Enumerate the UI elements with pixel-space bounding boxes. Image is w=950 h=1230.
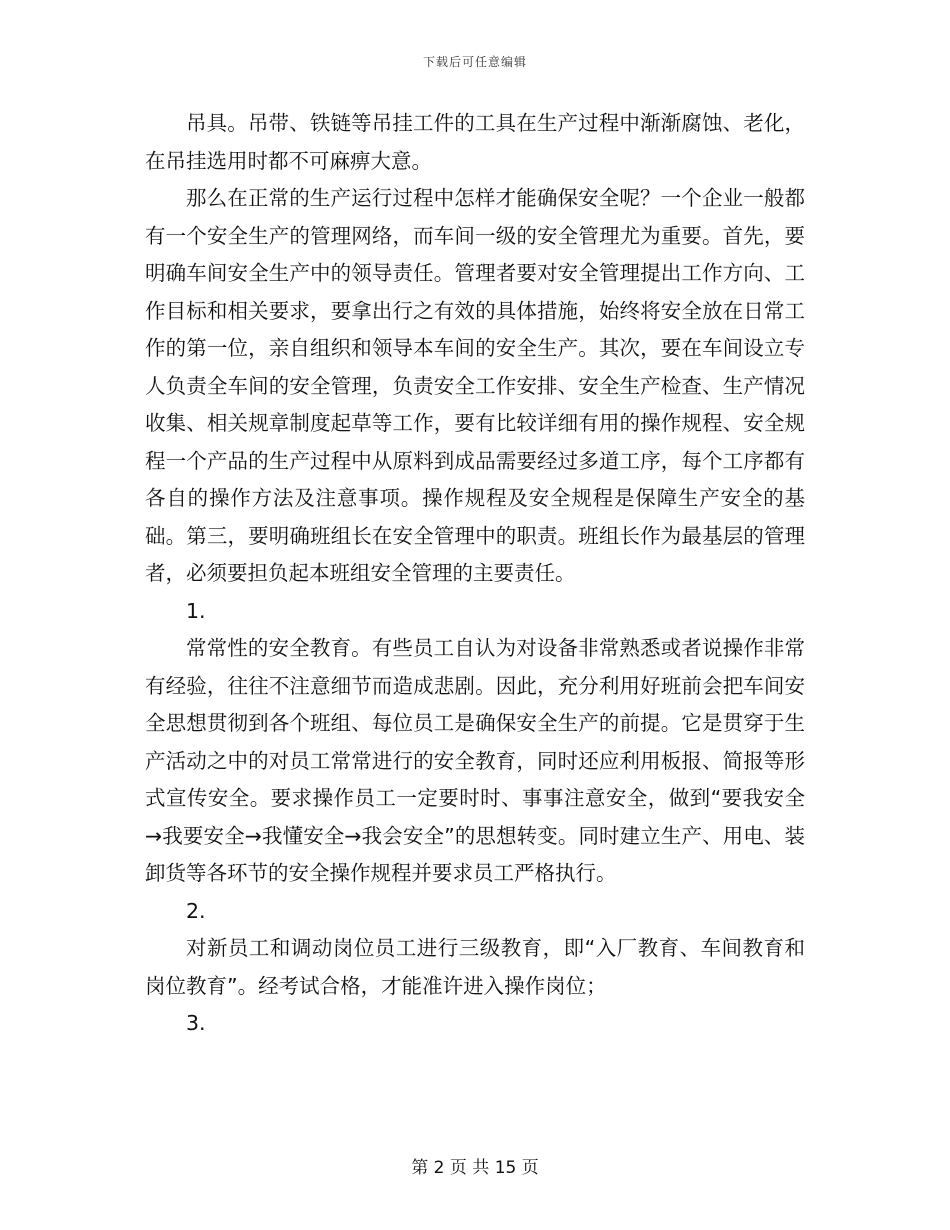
paragraph-lifting-tools: 吊具。吊带、铁链等吊挂工件的工具在生产过程中渐渐腐蚀、老化，在吊挂选用时都不可麻痹大意。 <box>145 111 805 173</box>
list-number-1: 1. <box>186 598 206 623</box>
page-number-footer: 第 2 页 共 15 页 <box>411 1158 539 1178</box>
paragraph-safety-management: 那么在正常的生产运行过程中怎样才能确保安全呢？一个企业一般都有一个安全生产的管理网络，而车间一级的安全管理尤为重要。首先，要明确车间安全生产中的领导责任。管理者要对安全管理提出工作方向、工作目标和相关要求，要拿出行之有效的具体措施，始终将安全放在日常工作的第一位，亲自组织和领导本车间的安全生产。其次，要在车间设立专人负责全车间的安全管理，负责安全工作安排、安全生产检查、生产情况收集、相关规章制度起草等工作，要有比较详细有用的操作规程、安全规程一个产品的生产过程中从原料到成品需要经过多道工序，每个工序都有各自的操作方法及注意事项。操作规程及安全规程是保障生产安全的基础。第三，要明确班组长在安全管理中的职责。班组长作为最基层的管理者，必须要担负起本班组安全管理的主要责任。 <box>145 186 805 585</box>
paragraph-three-level-education: 对新员工和调动岗位员工进行三级教育，即“入厂教育、车间教育和岗位教育”。经考试合格，才能准许进入操作岗位； <box>145 936 805 998</box>
document-body <box>145 105 805 1043</box>
paragraph-safety-education: 常常性的安全教育。有些员工自认为对设备非常熟悉或者说操作非常有经验，往往不注意细节而造成悲剧。因此，充分利用好班前会把车间安全思想贯彻到各个班组、每位员工是确保安全生产的前提。它是贯穿于生产活动之中的对员工常常进行的安全教育，同时还应利用板报、简报等形式宣传安全。要求操作员工一定要时时、事事注意安全，做到“要我安全→我要安全→我懂安全→我会安全”的思想转变。同时建立生产、用电、装卸货等各环节的安全操作规程并要求员工严格执行。 <box>145 636 805 885</box>
page-header-note: 下载后可任意编辑 <box>422 55 527 69</box>
list-number-2: 2. <box>186 898 206 923</box>
list-number-3: 3. <box>186 1011 206 1035</box>
